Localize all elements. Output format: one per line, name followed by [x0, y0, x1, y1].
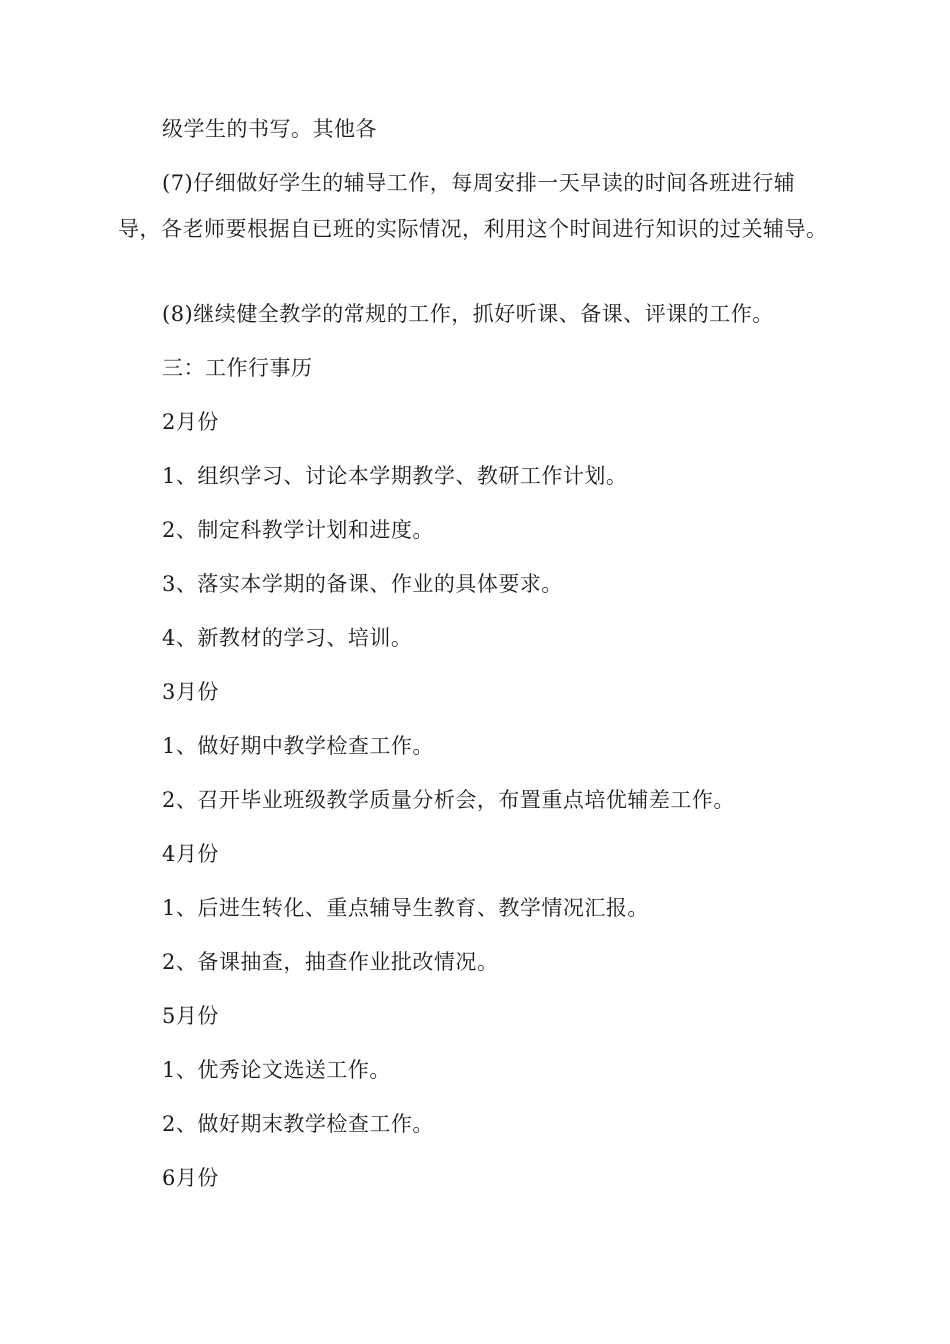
list-item: 1、后进生转化、重点辅导生教育、教学情况汇报。	[162, 896, 649, 920]
list-item: 2、做好期末教学检查工作。	[162, 1112, 434, 1136]
list-item: 2、召开毕业班级教学质量分析会，布置重点培优辅差工作。	[162, 788, 735, 812]
list-item: 1、组织学习、讨论本学期教学、教研工作计划。	[162, 464, 628, 488]
paragraph-writing-others: 级学生的书写。其他各	[162, 117, 377, 141]
paragraph-item-7-tutoring: (7)仔细做好学生的辅导工作，每周安排一天早读的时间各班进行辅导，各老师要根据自已班的实际情况，利用这个时间进行知识的过关辅导。	[118, 171, 828, 241]
month-heading-march: 3月份	[162, 680, 219, 704]
section-heading-calendar: 三：工作行事历	[162, 356, 313, 380]
month-heading-june: 6月份	[162, 1166, 219, 1190]
list-item: 1、优秀论文选送工作。	[162, 1058, 391, 1082]
list-item: 2、备课抽查，抽查作业批改情况。	[162, 950, 499, 974]
list-item: 2、制定科教学计划和进度。	[162, 518, 434, 542]
list-item: 3、落实本学期的备课、作业的具体要求。	[162, 572, 563, 596]
list-item: 1、做好期中教学检查工作。	[162, 734, 434, 758]
month-heading-april: 4月份	[162, 842, 219, 866]
paragraph-item-8-routine: (8)继续健全教学的常规的工作，抓好听课、备课、评课的工作。	[162, 302, 774, 326]
list-item: 4、新教材的学习、培训。	[162, 626, 413, 650]
month-heading-february: 2月份	[162, 410, 219, 434]
month-heading-may: 5月份	[162, 1004, 219, 1028]
